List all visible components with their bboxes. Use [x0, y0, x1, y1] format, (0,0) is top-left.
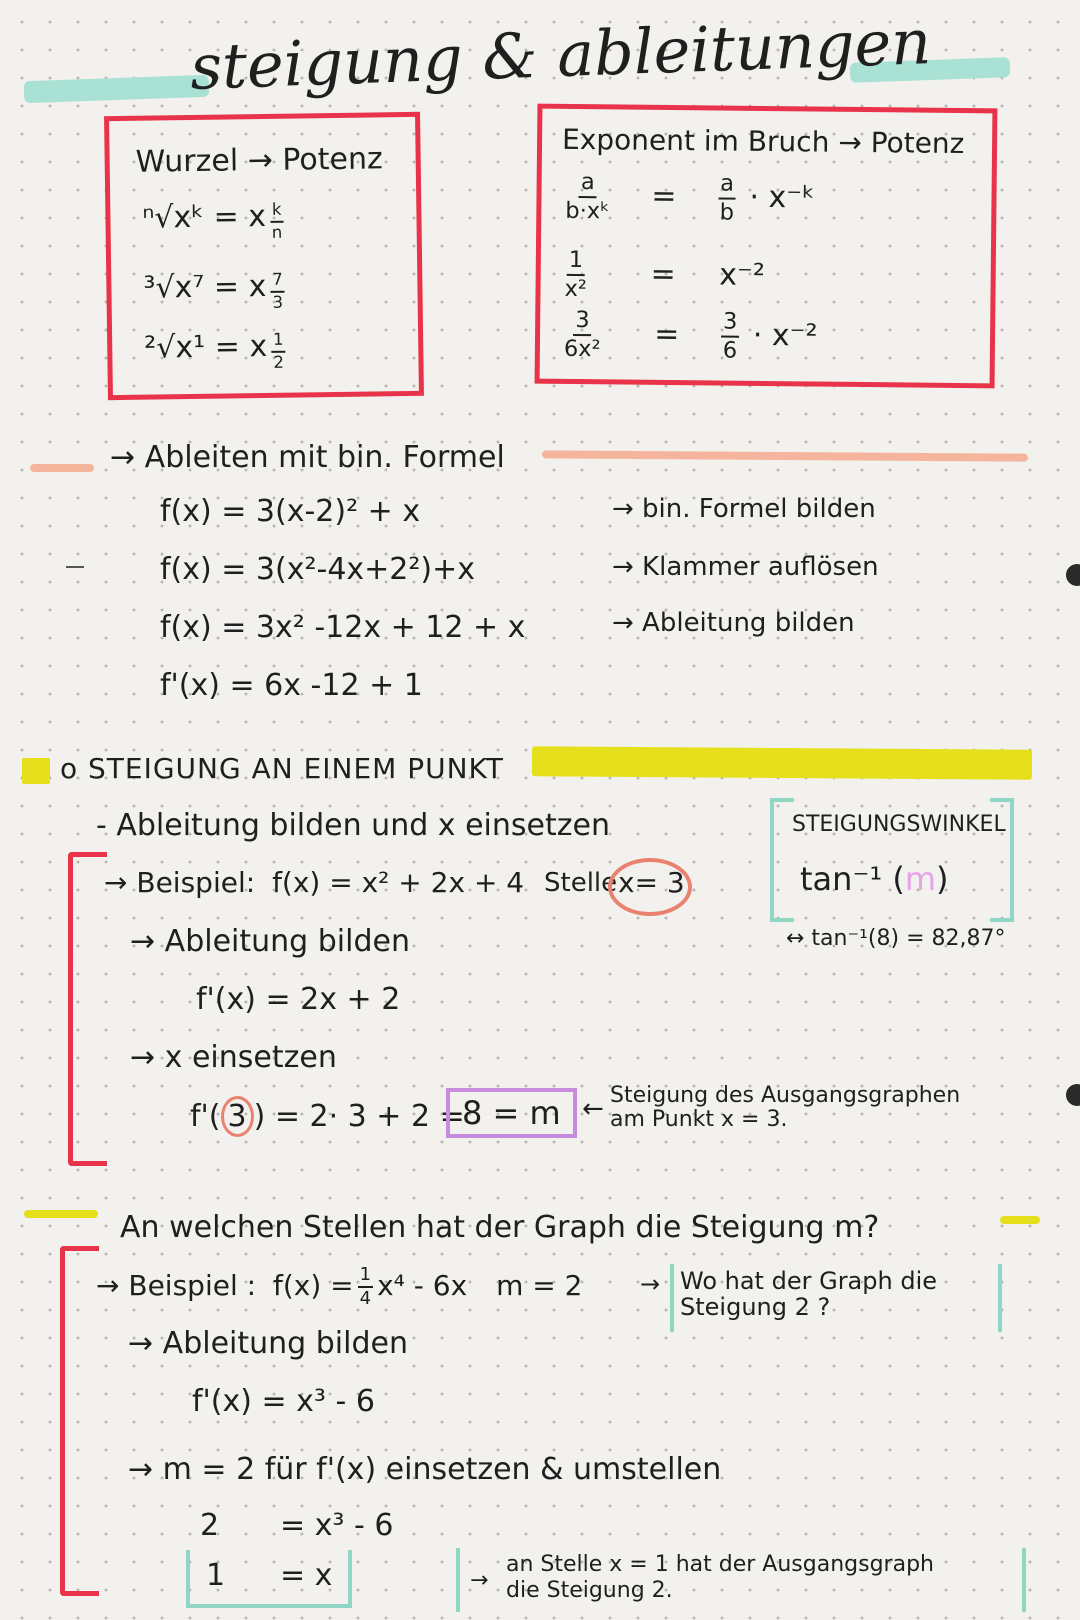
angle-result: ↔ tan⁻¹(8) = 82,87°: [786, 926, 1006, 951]
section1-highlight-right: [532, 746, 1032, 779]
stelle-label: Stelle: [544, 868, 618, 898]
section1-highlight-left: [22, 758, 50, 784]
angle-corner-bl: [770, 908, 794, 922]
binomial-line-3: f(x) = 3x² -12x + 12 + x: [160, 610, 526, 645]
section1-calculation: f'( 3 ) = 2· 3 + 2 =: [190, 1096, 465, 1137]
conclusion-arrow: →: [470, 1568, 489, 1593]
section2-eq2-right: = x: [280, 1558, 333, 1593]
section2-bracket: [60, 1246, 99, 1596]
binomial-note-1: → bin. Formel bilden: [612, 494, 876, 524]
dash-mark: [66, 566, 84, 568]
result-arrow: ←: [582, 1094, 604, 1124]
fraction-row-3: $\frac{3}{\text{6x²}}$ = $\frac{3}{6}$ · x⁻²: [563, 307, 818, 364]
calc-x-circle: 3: [221, 1096, 254, 1137]
section1-step1: → Ableitung bilden: [130, 924, 410, 959]
section2-example: → Beispiel : f(x) = $\frac{1}{4}$ x⁴ - 6x m = 2: [96, 1264, 583, 1309]
angle-title: STEIGUNGSWINKEL: [792, 812, 1006, 837]
stelle-value: x= 3: [618, 866, 685, 899]
binomial-highlight-right: [542, 450, 1028, 461]
root-row-2: ³√x⁷ = x $\frac{7}{3}$: [143, 268, 284, 312]
section2-highlight-right: [1000, 1216, 1040, 1224]
root-to-power-box: [104, 112, 424, 400]
root-row-3: ²√x¹ = x $\frac{1}{2}$: [144, 328, 285, 372]
section1-intro: - Ableitung bilden und x einsetzen: [96, 808, 610, 843]
binomial-highlight-left: [30, 464, 94, 472]
page-title: steigung & ableitungen: [188, 5, 933, 104]
question-arrow: →: [640, 1270, 661, 1298]
section1-derivative: f'(x) = 2x + 2: [196, 982, 401, 1017]
result-box: 8 = m: [446, 1088, 577, 1138]
section1-step2: → x einsetzen: [130, 1040, 337, 1075]
section2-eq1-right: = x³ - 6: [280, 1508, 394, 1543]
title-highlight-left: [24, 75, 210, 103]
binder-hole-1: [1066, 564, 1080, 586]
section2-step1: → Ableitung bilden: [128, 1326, 408, 1361]
section1-example: → Beispiel: f(x) = x² + 2x + 4: [104, 866, 525, 899]
section1-bracket: [68, 852, 107, 1166]
question-text: Wo hat der Graph die Steigung 2 ?: [680, 1267, 938, 1321]
angle-corner-tl: [770, 798, 794, 812]
section2-heading: An welchen Stellen hat der Graph die Steigung m?: [120, 1210, 880, 1245]
fraction-exponent-box: [535, 104, 998, 389]
binder-hole-2: [1066, 1084, 1080, 1106]
section2-derivative: f'(x) = x³ - 6: [192, 1384, 375, 1419]
section1-heading: o STEIGUNG AN EINEM PUNKT: [60, 752, 504, 785]
section2-step2: → m = 2 für f'(x) einsetzen & umstellen: [128, 1452, 722, 1487]
fraction-row-2: $\frac{1}{\text{x²}}$ = x⁻²: [564, 246, 766, 302]
section2-eq1-left: 2: [200, 1508, 220, 1543]
result-note: Steigung des Ausgangsgraphen am Punkt x = 3.: [610, 1083, 961, 1132]
binomial-line-4: f'(x) = 6x -12 + 1: [160, 668, 423, 703]
binomial-line-2: f(x) = 3(x²-4x+2²)+x: [160, 552, 476, 587]
binomial-note-2: → Klammer auflösen: [612, 552, 879, 582]
section2-eq2-left: 1: [206, 1558, 226, 1593]
binomial-line-1: f(x) = 3(x-2)² + x: [160, 494, 421, 529]
section2-highlight-left: [24, 1210, 98, 1218]
binomial-note-3: → Ableitung bilden: [612, 608, 855, 638]
binomial-heading: → Ableiten mit bin. Formel: [110, 440, 505, 475]
angle-corner-br: [990, 908, 1014, 922]
fraction-row-1: $\frac{a}{\text{b·xᵏ}}$ = $\frac{a}{b}$ · x⁻ᵏ: [565, 169, 816, 226]
root-row-1: ⁿ√xᵏ = x $\frac{k}{n}$: [142, 198, 283, 242]
angle-corner-tr: [990, 798, 1014, 812]
fraction-box-heading: Exponent im Bruch → Potenz: [561, 122, 965, 161]
root-box-heading: Wurzel → Potenz: [135, 141, 383, 180]
angle-formula: tan⁻¹ (m): [800, 860, 949, 898]
conclusion-text: an Stelle x = 1 hat der Ausgangsgraph die Steigung 2.: [506, 1552, 934, 1603]
